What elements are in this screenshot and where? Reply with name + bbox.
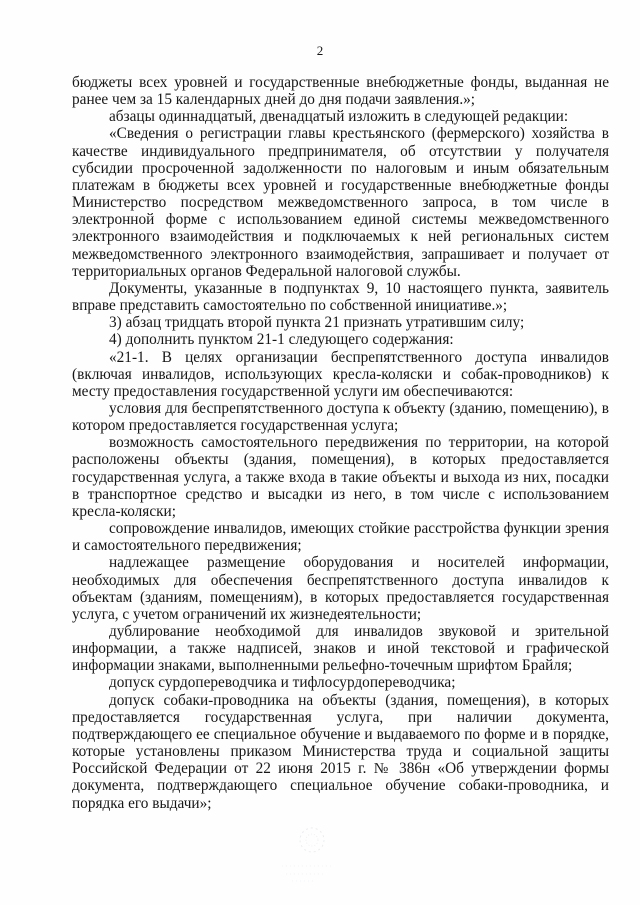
paragraph-14: допуск собаки-проводника на объекты (здания, помещения), в которых предоставляется государственная услуга, при наличии документа, подтверждающего ее специальное обучение и выдаваемого по форме и в порядке, которые установлены приказом Министерства труда и социальной защиты Российской Федерации от 22 июня 2015 г. № 386н «Об утверждении формы документа, подтверждающего специальное обучение собаки-проводника, и порядка его выдачи»;: [72, 691, 609, 812]
paragraph-7: «21-1. В целях организации беспрепятственного доступа инвалидов (включая инвалидов, использующих кресла-коляски и собак-проводников) к месту предоставления государственной услуги им обеспечиваются:: [72, 348, 609, 400]
document-body: [72, 74, 609, 812]
paragraph-6: 4) дополнить пунктом 21-1 следующего содержания:: [109, 331, 454, 349]
paragraph-9: возможность самостоятельного передвижения по территории, на которой расположены объекты (здания, помещения), в которых предоставляется государственная услуга, а также входа в такие объекты и выхода из них, посадки в транспортное средство и высадки из него, в том числе с использованием кресла-коляски;: [72, 434, 609, 520]
paragraph-3: «Сведения о регистрации главы крестьянского (фермерского) хозяйства в качестве индивидуального предпринимателя, об отсутствии у получателя субсидии просроченной задолженности по налоговым и иным обязательным платежам в бюджеты всех уровней и государственные внебюджетные фонды Министерство посредством межведомственного запроса, в том числе в электронной форме с использованием единой системы межведомственного электронного взаимодействия и подключаемых к ней региональных систем межведомственного электронного взаимодействия, запрашивает и получает от территориальных органов Федеральной налоговой службы.: [72, 125, 609, 280]
paragraph-5: 3) абзац тридцать второй пункта 21 признать утратившим силу;: [109, 314, 525, 332]
faint-stamp-mark: [272, 818, 342, 888]
paragraph-11: надлежащее размещение оборудования и носителей информации, необходимых для обеспечения беспрепятственного доступа инвалидов к объектам (зданиям, помещениям), в которых предоставляется государственная услуга, с учетом ограничений их жизнедеятельности;: [72, 554, 609, 623]
paragraph-13: допуск сурдопереводчика и тифлосурдопереводчика;: [109, 674, 456, 692]
paragraph-10: сопровождение инвалидов, имеющих стойкие расстройства функции зрения и самостоятельного передвижения;: [72, 520, 609, 555]
paragraph-1: бюджеты всех уровней и государственные внебюджетные фонды, выданная не ранее чем за 15 календарных дней до дня подачи заявления.»;: [72, 74, 609, 109]
paragraph-2: абзацы одиннадцатый, двенадцатый изложить в следующей редакции:: [109, 108, 569, 126]
paragraph-4: Документы, указанные в подпунктах 9, 10 настоящего пункта, заявитель вправе представить самостоятельно по собственной инициативе.»;: [72, 279, 609, 315]
page-number: 2: [316, 43, 324, 58]
paragraph-12: дублирование необходимой для инвалидов звуковой и зрительной информации, а также надписей, знаков и иной текстовой и графической информации знаками, выполненными рельефно-точечным шрифтом Брайля;: [72, 623, 609, 675]
paragraph-8: условия для беспрепятственного доступа к объекту (зданию, помещению), в котором предоставляется государственная услуга;: [72, 399, 609, 435]
